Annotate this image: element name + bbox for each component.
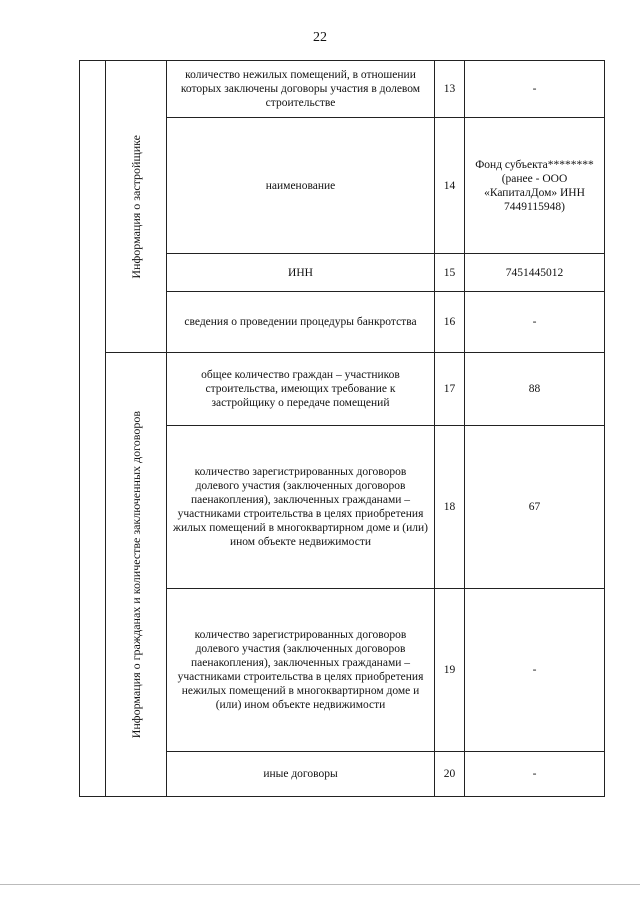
row-label: сведения о проведении процедуры банкротства — [167, 292, 435, 353]
row-value: 67 — [465, 426, 605, 589]
row-value: - — [465, 61, 605, 118]
table-row — [80, 61, 605, 118]
row-value: - — [465, 292, 605, 353]
row-label: иные договоры — [167, 752, 435, 797]
row-value: Фонд субъекта******** (ранее - ООО «КапиталДом» ИНН 7449115948) — [465, 118, 605, 254]
section-cell-developer — [106, 61, 167, 353]
row-label: общее количество граждан – участников строительства, имеющих требование к застройщику о передаче помещений — [167, 353, 435, 426]
outer-column — [80, 61, 106, 797]
page-number: 22 — [313, 30, 327, 45]
row-number: 15 — [435, 254, 465, 292]
row-value: 88 — [465, 353, 605, 426]
row-label: количество зарегистрированных договоров долевого участия (заключенных договоров паенакопления), заключенных гражданами – участниками строительства в целях приобретения нежилых помещений в многоквартирном доме и (или) ином объекте недвижимости — [167, 589, 435, 752]
row-value: - — [465, 589, 605, 752]
row-value: 7451445012 — [465, 254, 605, 292]
row-label: количество зарегистрированных договоров долевого участия (заключенных договоров паенакопления), заключенных гражданами – участниками строительства в целях приобретения жилых помещений в многоквартирном доме и (или) ином объекте недвижимости — [167, 426, 435, 589]
document-table — [79, 60, 605, 797]
row-label: ИНН — [167, 254, 435, 292]
row-number: 17 — [435, 353, 465, 426]
row-label: количество нежилых помещений, в отношении которых заключены договоры участия в долевом строительстве — [167, 61, 435, 118]
row-number: 16 — [435, 292, 465, 353]
page-bottom-divider — [0, 884, 640, 885]
table-row — [80, 353, 605, 426]
row-value: - — [465, 752, 605, 797]
row-number: 18 — [435, 426, 465, 589]
row-label: наименование — [167, 118, 435, 254]
row-number: 14 — [435, 118, 465, 254]
row-number: 20 — [435, 752, 465, 797]
row-number: 19 — [435, 589, 465, 752]
section-cell-citizens — [106, 353, 167, 797]
section-label-citizens: Информация о гражданах и количестве заключенных договоров — [129, 410, 143, 739]
row-number: 13 — [435, 61, 465, 118]
section-label-developer: Информация о застройщике — [129, 134, 143, 279]
